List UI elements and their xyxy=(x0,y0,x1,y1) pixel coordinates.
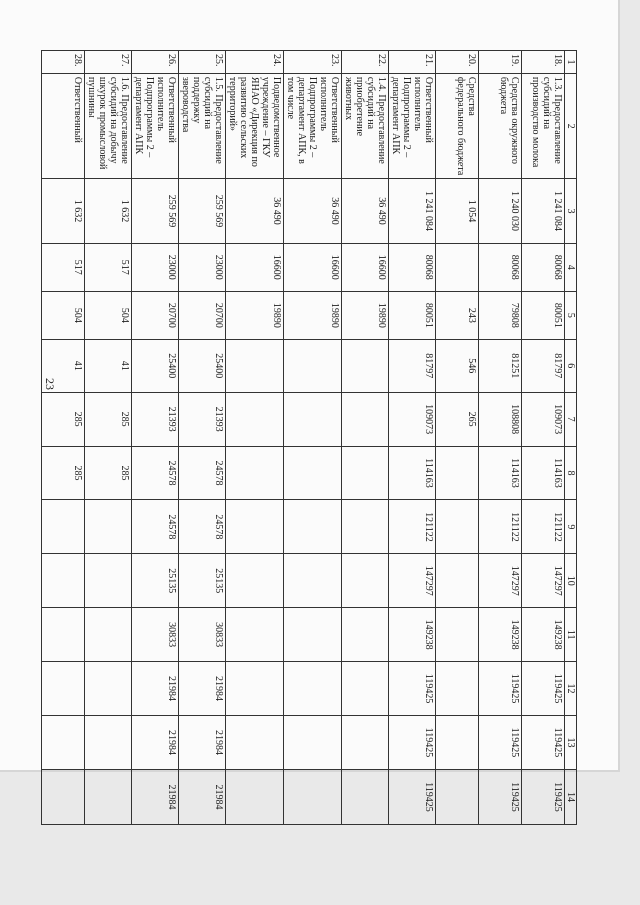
table-row xyxy=(522,51,565,825)
value-cell xyxy=(342,716,389,770)
value-cell xyxy=(436,662,479,716)
col-header: 10 xyxy=(565,554,577,608)
value-cell: 259 569 xyxy=(179,179,226,243)
value-cell: 19890 xyxy=(226,291,284,339)
value-cell: 20700 xyxy=(179,291,226,339)
value-cell: 108808 xyxy=(479,392,522,446)
value-cell xyxy=(85,662,132,716)
value-cell: 119425 xyxy=(522,716,565,770)
value-cell: 285 xyxy=(42,446,85,500)
value-cell xyxy=(342,500,389,554)
value-cell: 21984 xyxy=(132,716,179,770)
value-cell: 25400 xyxy=(179,339,226,392)
value-cell: 119425 xyxy=(479,769,522,824)
value-cell: 80068 xyxy=(479,243,522,291)
value-cell: 16600 xyxy=(226,243,284,291)
value-cell: 80068 xyxy=(522,243,565,291)
row-number-cell: 23. xyxy=(284,51,342,74)
value-cell xyxy=(284,554,342,608)
value-cell: 16600 xyxy=(342,243,389,291)
value-cell xyxy=(226,339,284,392)
row-number-cell: 28. xyxy=(42,51,85,74)
value-cell: 41 xyxy=(85,339,132,392)
value-cell xyxy=(342,662,389,716)
page-number: 23 xyxy=(43,378,57,390)
value-cell: 80068 xyxy=(389,243,436,291)
value-cell: 81251 xyxy=(479,339,522,392)
value-cell: 147297 xyxy=(479,554,522,608)
value-cell: 21393 xyxy=(179,392,226,446)
value-cell: 109073 xyxy=(389,392,436,446)
table-row xyxy=(389,51,436,825)
value-cell xyxy=(85,500,132,554)
value-cell: 147297 xyxy=(522,554,565,608)
value-cell: 21984 xyxy=(132,769,179,824)
description-cell: Средства федерального бюджета xyxy=(436,73,479,178)
value-cell: 81797 xyxy=(522,339,565,392)
value-cell: 1 240 030 xyxy=(479,179,522,243)
row-number-cell: 19. xyxy=(479,51,522,74)
value-cell: 285 xyxy=(85,446,132,500)
col-header: 14 xyxy=(565,769,577,824)
value-cell: 23000 xyxy=(132,243,179,291)
header-row xyxy=(565,51,577,825)
value-cell: 41 xyxy=(42,339,85,392)
row-number-cell: 18. xyxy=(522,51,565,74)
value-cell: 119425 xyxy=(479,662,522,716)
value-cell: 1 632 xyxy=(85,179,132,243)
row-number-cell: 20. xyxy=(436,51,479,74)
description-cell: 1.6. Предоставление субсидий на добычу шкурок промысловой пушнины xyxy=(85,73,132,178)
description-cell: 1.4. Предоставление субсидий на приобретение животных xyxy=(342,73,389,178)
row-number-cell: 25. xyxy=(179,51,226,74)
value-cell xyxy=(342,339,389,392)
value-cell: 147297 xyxy=(389,554,436,608)
value-cell xyxy=(436,446,479,500)
value-cell: 80051 xyxy=(389,291,436,339)
col-header: 6 xyxy=(565,339,577,392)
value-cell: 285 xyxy=(85,392,132,446)
value-cell: 259 569 xyxy=(132,179,179,243)
value-cell xyxy=(436,716,479,770)
col-header: 2 xyxy=(565,73,577,178)
table-row xyxy=(85,51,132,825)
table-row xyxy=(479,51,522,825)
value-cell: 149238 xyxy=(522,608,565,662)
value-cell: 25400 xyxy=(132,339,179,392)
value-cell xyxy=(42,554,85,608)
budget-table xyxy=(41,50,577,825)
value-cell: 19890 xyxy=(342,291,389,339)
row-number-cell: 21. xyxy=(389,51,436,74)
col-header: 1 xyxy=(565,51,577,74)
value-cell: 121122 xyxy=(522,500,565,554)
value-cell xyxy=(436,769,479,824)
col-header: 5 xyxy=(565,291,577,339)
value-cell xyxy=(436,608,479,662)
description-cell: 1.3. Предоставление субсидий на производство молока xyxy=(522,73,565,178)
value-cell: 285 xyxy=(42,392,85,446)
value-cell xyxy=(42,769,85,824)
value-cell: 21984 xyxy=(132,662,179,716)
table-row xyxy=(132,51,179,825)
value-cell: 1 241 084 xyxy=(522,179,565,243)
value-cell: 80051 xyxy=(522,291,565,339)
row-number-cell: 22. xyxy=(342,51,389,74)
value-cell xyxy=(42,716,85,770)
col-header: 4 xyxy=(565,243,577,291)
value-cell: 114163 xyxy=(479,446,522,500)
col-header: 3 xyxy=(565,179,577,243)
description-cell: Ответственный исполнитель Подпрограммы 2 – департамент АПК xyxy=(389,73,436,178)
value-cell: 25135 xyxy=(132,554,179,608)
value-cell: 21984 xyxy=(179,769,226,824)
value-cell: 517 xyxy=(85,243,132,291)
value-cell xyxy=(42,662,85,716)
value-cell: 243 xyxy=(436,291,479,339)
value-cell xyxy=(226,716,284,770)
col-header: 7 xyxy=(565,392,577,446)
value-cell xyxy=(436,243,479,291)
value-cell xyxy=(226,446,284,500)
value-cell xyxy=(284,662,342,716)
value-cell: 25135 xyxy=(179,554,226,608)
col-header: 12 xyxy=(565,662,577,716)
value-cell: 149238 xyxy=(389,608,436,662)
description-cell: Ответственный xyxy=(42,73,85,178)
value-cell: 504 xyxy=(42,291,85,339)
value-cell: 1 241 084 xyxy=(389,179,436,243)
col-header: 13 xyxy=(565,716,577,770)
value-cell xyxy=(342,446,389,500)
description-cell: Подведомственное учреждение – ГКУ ЯНАО «Дирекция по развитию сельских территорий» xyxy=(226,73,284,178)
value-cell xyxy=(284,500,342,554)
value-cell: 546 xyxy=(436,339,479,392)
table-row xyxy=(436,51,479,825)
table-row xyxy=(42,51,85,825)
value-cell: 24578 xyxy=(132,500,179,554)
value-cell: 517 xyxy=(42,243,85,291)
value-cell xyxy=(85,769,132,824)
value-cell: 121122 xyxy=(479,500,522,554)
value-cell: 109073 xyxy=(522,392,565,446)
value-cell: 36 490 xyxy=(226,179,284,243)
description-cell: 1.5. Предоставление субсидий на поддержку звероводства xyxy=(179,73,226,178)
value-cell: 24578 xyxy=(132,446,179,500)
value-cell: 30833 xyxy=(179,608,226,662)
value-cell: 36 490 xyxy=(342,179,389,243)
description-cell: Средства окружного бюджета xyxy=(479,73,522,178)
value-cell: 114163 xyxy=(389,446,436,500)
table-row xyxy=(179,51,226,825)
row-number-cell: 24. xyxy=(226,51,284,74)
value-cell: 121122 xyxy=(389,500,436,554)
value-cell: 119425 xyxy=(389,662,436,716)
value-cell: 21984 xyxy=(179,662,226,716)
value-cell: 119425 xyxy=(389,769,436,824)
col-header: 8 xyxy=(565,446,577,500)
value-cell: 79808 xyxy=(479,291,522,339)
value-cell xyxy=(342,769,389,824)
value-cell: 119425 xyxy=(522,662,565,716)
value-cell: 21984 xyxy=(179,716,226,770)
value-cell: 21393 xyxy=(132,392,179,446)
row-number-cell: 26. xyxy=(132,51,179,74)
value-cell xyxy=(342,392,389,446)
value-cell xyxy=(226,769,284,824)
table-row xyxy=(342,51,389,825)
value-cell xyxy=(226,662,284,716)
table-body xyxy=(42,51,565,825)
value-cell xyxy=(85,608,132,662)
value-cell: 119425 xyxy=(389,716,436,770)
table-row xyxy=(226,51,284,825)
value-cell xyxy=(342,608,389,662)
value-cell: 504 xyxy=(85,291,132,339)
value-cell: 16600 xyxy=(284,243,342,291)
value-cell xyxy=(284,392,342,446)
value-cell xyxy=(284,446,342,500)
value-cell: 24578 xyxy=(179,446,226,500)
value-cell xyxy=(85,716,132,770)
value-cell xyxy=(284,769,342,824)
value-cell: 81797 xyxy=(389,339,436,392)
value-cell xyxy=(85,554,132,608)
value-cell xyxy=(226,608,284,662)
description-cell: Ответственный исполнитель Подпрограммы 2 – департамент АПК, в том числе xyxy=(284,73,342,178)
value-cell xyxy=(42,500,85,554)
col-header: 11 xyxy=(565,608,577,662)
description-cell: Ответственный исполнитель Подпрограммы 2 – департамент АПК xyxy=(132,73,179,178)
value-cell: 24578 xyxy=(179,500,226,554)
rotated-table-container xyxy=(0,50,577,812)
table-row xyxy=(284,51,342,825)
value-cell xyxy=(284,716,342,770)
value-cell xyxy=(436,500,479,554)
value-cell: 30833 xyxy=(132,608,179,662)
value-cell: 119425 xyxy=(479,716,522,770)
value-cell: 36 490 xyxy=(284,179,342,243)
value-cell: 265 xyxy=(436,392,479,446)
value-cell xyxy=(284,608,342,662)
value-cell xyxy=(42,608,85,662)
value-cell: 20700 xyxy=(132,291,179,339)
value-cell xyxy=(342,554,389,608)
value-cell xyxy=(226,554,284,608)
value-cell: 114163 xyxy=(522,446,565,500)
value-cell xyxy=(284,339,342,392)
value-cell: 119425 xyxy=(522,769,565,824)
value-cell: 19890 xyxy=(284,291,342,339)
value-cell: 1 632 xyxy=(42,179,85,243)
value-cell: 149238 xyxy=(479,608,522,662)
value-cell: 1 054 xyxy=(436,179,479,243)
value-cell xyxy=(226,392,284,446)
value-cell xyxy=(226,500,284,554)
value-cell xyxy=(436,554,479,608)
value-cell: 23000 xyxy=(179,243,226,291)
row-number-cell: 27. xyxy=(85,51,132,74)
col-header: 9 xyxy=(565,500,577,554)
